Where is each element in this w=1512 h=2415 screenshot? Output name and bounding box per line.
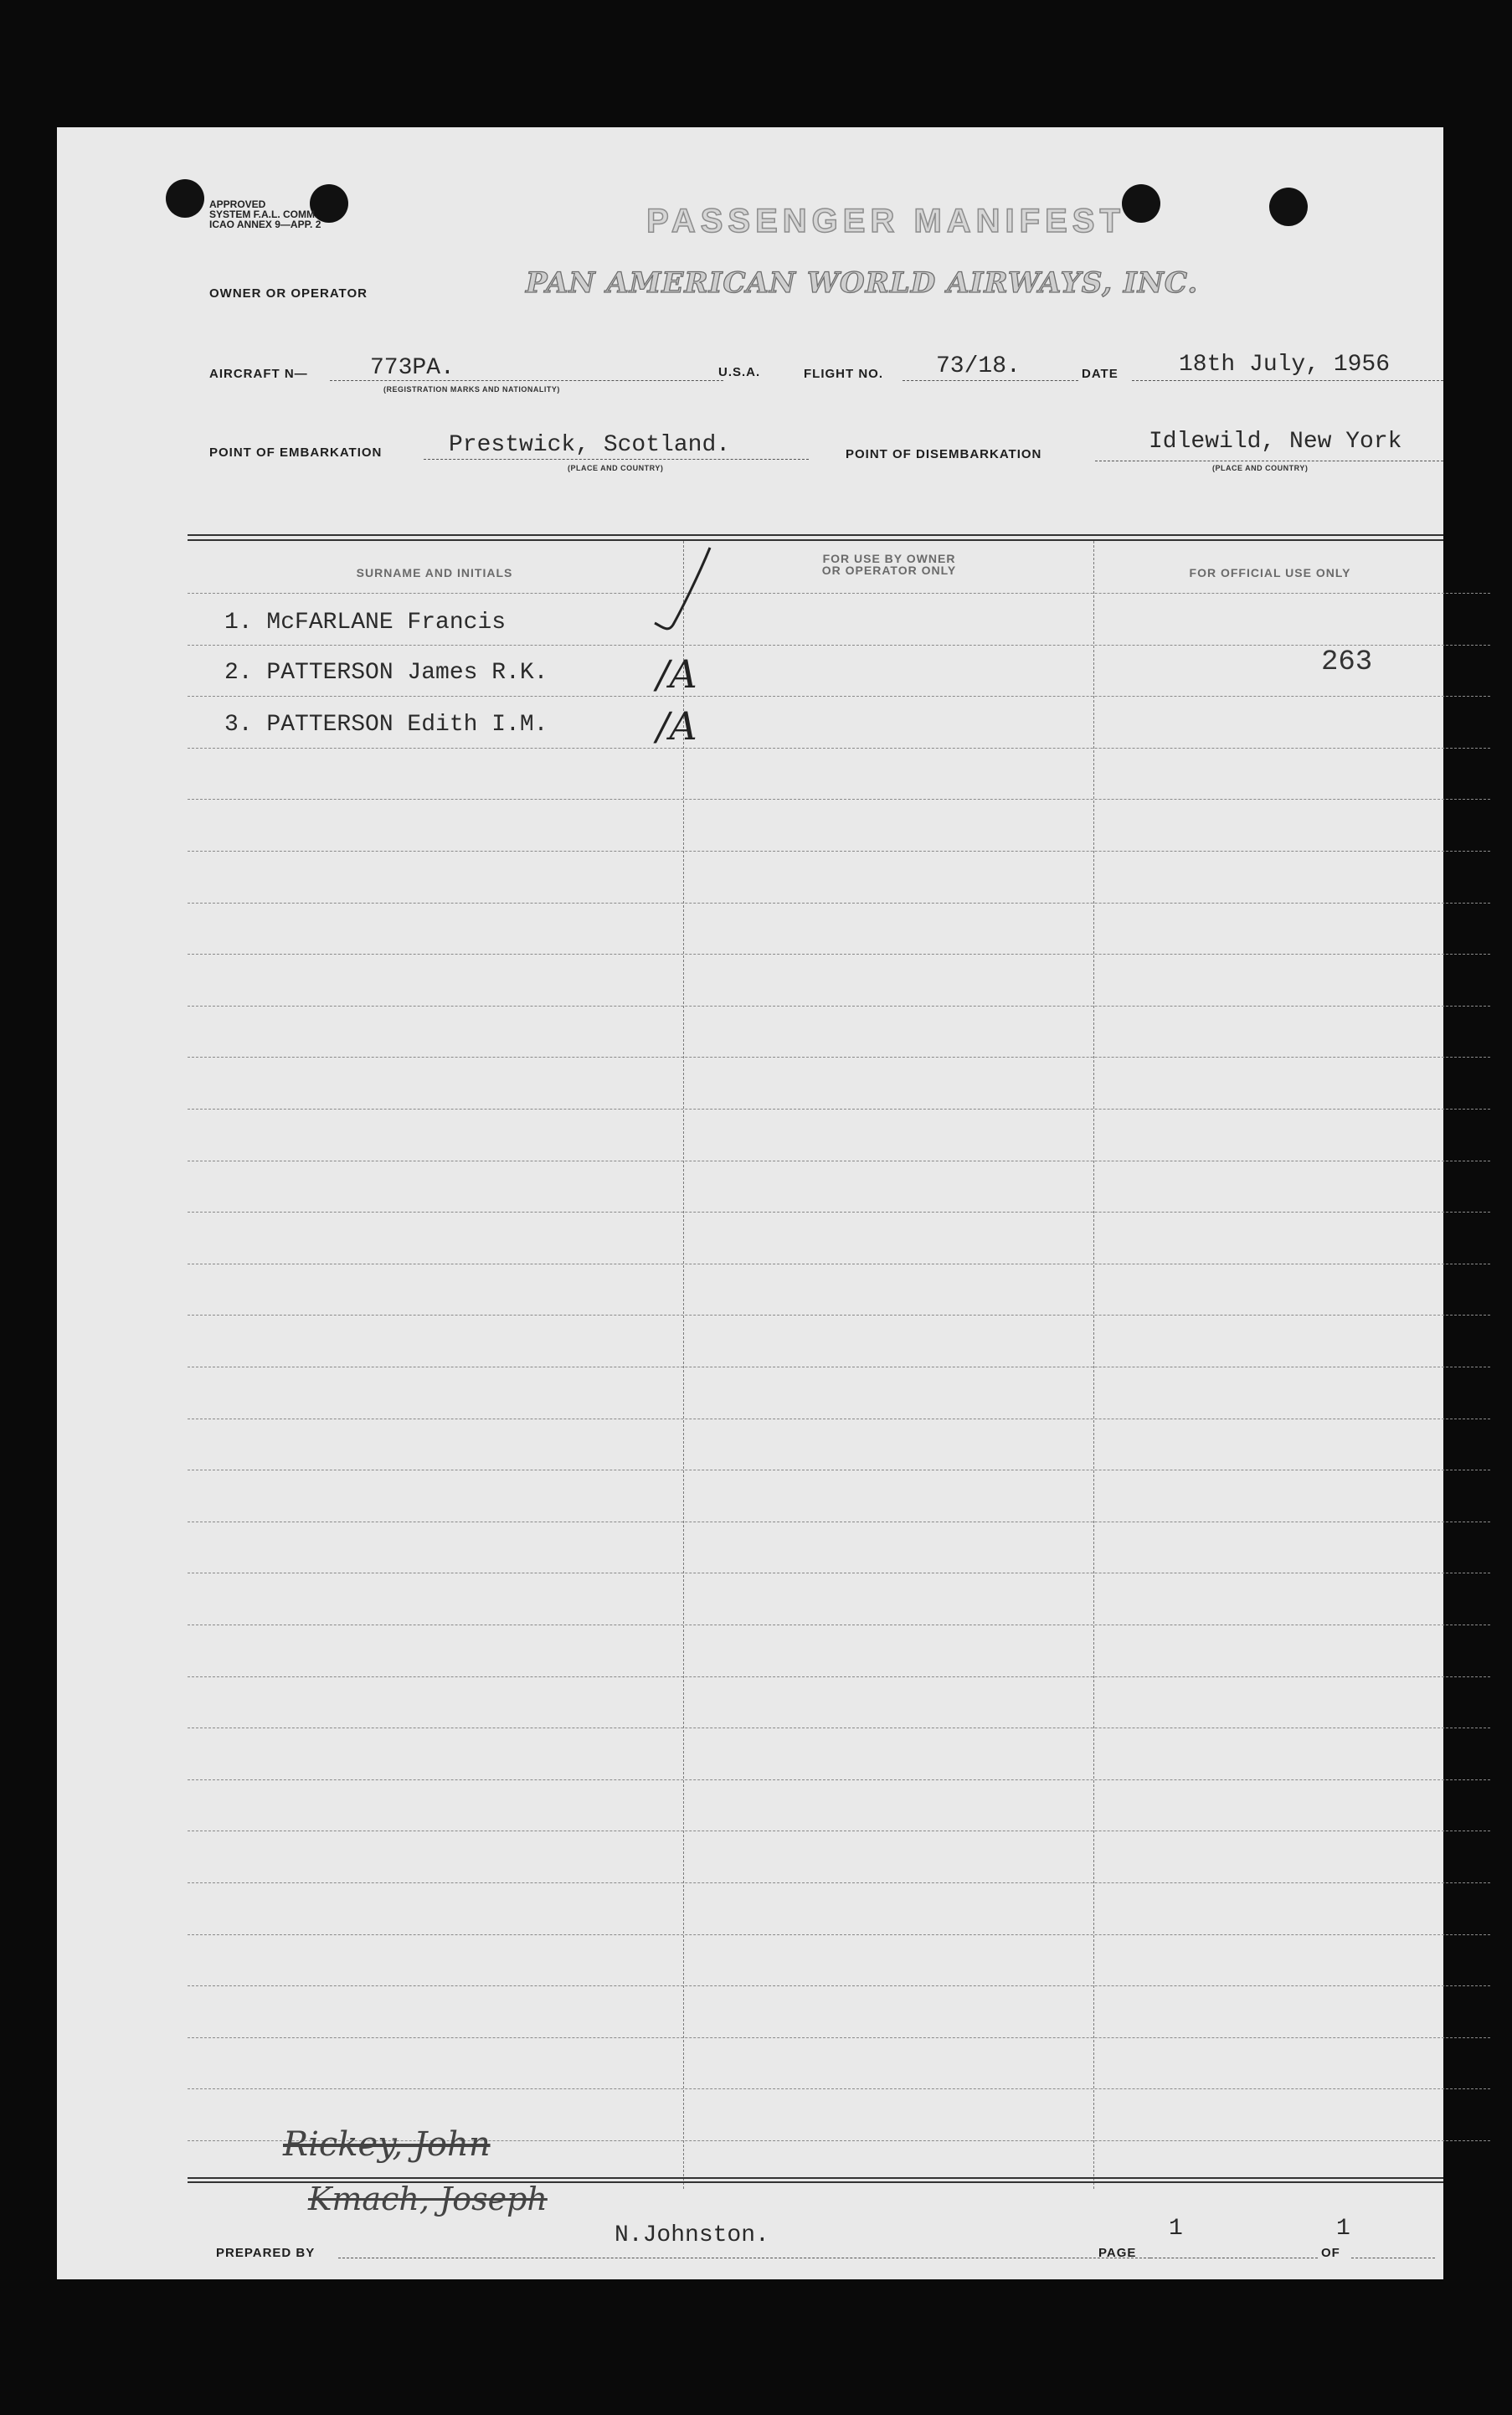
check-mark-icon xyxy=(648,543,748,643)
approved-line: APPROVED xyxy=(209,198,266,210)
passenger-name: 2. PATTERSON James R.K. xyxy=(224,660,548,686)
prepared-by-label: PREPARED BY xyxy=(216,2246,316,2260)
signature: Rickey, John xyxy=(283,2125,491,2164)
owner-mark: /A xyxy=(656,703,697,749)
signature: Kmach, Joseph xyxy=(308,2181,548,2217)
column-header-names: SURNAME AND INITIALS xyxy=(356,566,513,579)
approved-line: SYSTEM F.A.L. COMM. xyxy=(209,209,318,220)
column-divider xyxy=(1093,541,1094,2189)
row-line xyxy=(188,1779,1490,1780)
row-line xyxy=(188,1934,1490,1935)
page-value: 1 xyxy=(1169,2216,1183,2242)
disembarkation-label: POINT OF DISEMBARKATION xyxy=(846,447,1042,461)
row-line xyxy=(188,645,1490,646)
row-line xyxy=(188,851,1490,852)
column-header-official: FOR OFFICIAL USE ONLY xyxy=(1189,566,1351,579)
embarkation-label: POINT OF EMBARKATION xyxy=(209,445,383,460)
flight-value: 73/18. xyxy=(936,353,1021,379)
row-line xyxy=(188,1212,1490,1213)
row-line xyxy=(188,1676,1490,1677)
disembarkation-caption: (PLACE AND COUNTRY) xyxy=(1212,464,1309,472)
row-line xyxy=(188,748,1490,749)
embarkation-underline xyxy=(424,459,809,460)
owner-mark: /A xyxy=(656,651,697,697)
punch-hole xyxy=(166,179,204,218)
owner-header-line: OR OPERATOR ONLY xyxy=(821,564,957,577)
row-line xyxy=(188,2037,1490,2038)
prepared-by-value: N.Johnston. xyxy=(615,2222,769,2248)
punch-hole xyxy=(1269,188,1308,226)
aircraft-caption: (REGISTRATION MARKS AND NATIONALITY) xyxy=(383,385,560,394)
official-value: 263 xyxy=(1321,646,1373,678)
table-top-rule xyxy=(188,534,1443,541)
passenger-name: 3. PATTERSON Edith I.M. xyxy=(224,712,548,738)
flight-underline xyxy=(903,380,1078,381)
flight-label: FLIGHT NO. xyxy=(804,367,883,381)
embarkation-caption: (PLACE AND COUNTRY) xyxy=(568,464,664,472)
manifest-sheet xyxy=(57,127,1443,2279)
approved-line: ICAO ANNEX 9—APP. 2 xyxy=(209,219,321,230)
row-line xyxy=(188,1057,1490,1058)
row-line xyxy=(188,903,1490,904)
aircraft-label: AIRCRAFT N— xyxy=(209,367,308,381)
page-title: PASSENGER MANIFEST xyxy=(646,203,1125,239)
nationality-value: U.S.A. xyxy=(718,365,761,379)
of-label: OF xyxy=(1321,2246,1340,2260)
owner-label: OWNER OR OPERATOR xyxy=(209,286,368,301)
approval-stamp xyxy=(209,199,321,229)
row-line xyxy=(188,2088,1490,2089)
embarkation-value: Prestwick, Scotland. xyxy=(449,432,731,458)
row-line xyxy=(188,954,1490,955)
passenger-name: 1. McFARLANE Francis xyxy=(224,610,507,636)
row-line xyxy=(188,1315,1490,1316)
date-underline xyxy=(1132,380,1443,381)
of-value: 1 xyxy=(1336,2216,1350,2242)
owner-header-line: FOR USE BY OWNER xyxy=(822,552,956,565)
row-line xyxy=(188,1006,1490,1007)
aircraft-value: 773PA. xyxy=(370,355,455,381)
row-line xyxy=(188,799,1490,800)
page-label: PAGE xyxy=(1098,2246,1137,2260)
row-line xyxy=(188,593,1490,594)
row-line xyxy=(188,1985,1490,1986)
date-label: DATE xyxy=(1082,367,1119,381)
column-divider xyxy=(683,541,684,2189)
row-line xyxy=(188,696,1490,697)
owner-value: PAN AMERICAN WORLD AIRWAYS, INC. xyxy=(526,266,1199,300)
date-value: 18th July, 1956 xyxy=(1179,352,1391,378)
row-line xyxy=(188,1882,1490,1883)
disembarkation-value: Idlewild, New York xyxy=(1149,429,1402,455)
row-line xyxy=(188,1109,1490,1110)
